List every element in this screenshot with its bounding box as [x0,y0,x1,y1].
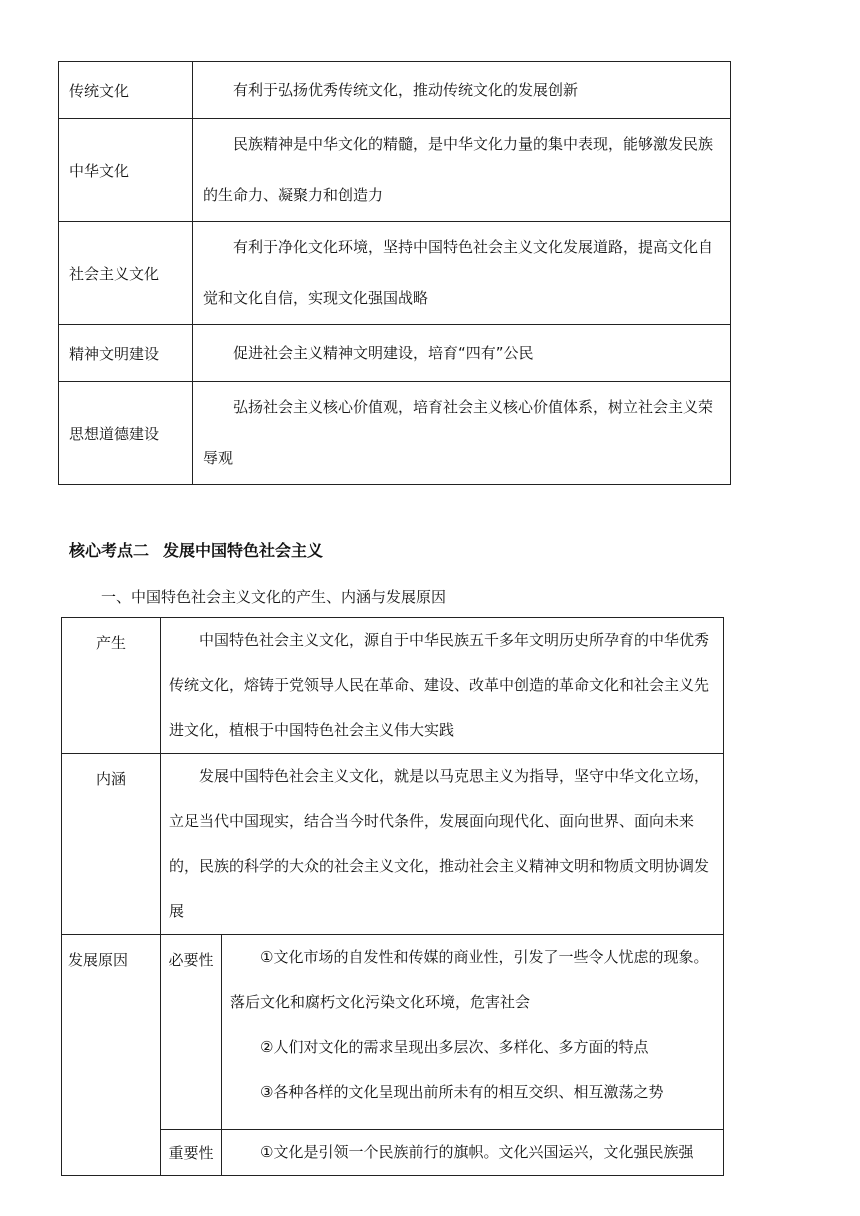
culture-significance-table [58,61,731,485]
table-row [59,222,731,325]
table-row [59,62,731,119]
table-row [62,754,724,935]
origin-key: 产生 [62,618,161,754]
table-row [59,119,731,222]
necessity-item: ③各种各样的文化呈现出前所未有的相互交织、相互激荡之势 [260,1083,664,1101]
row-key: 中华文化 [59,119,193,222]
meaning-key: 内涵 [62,754,161,935]
table-row [62,935,724,1130]
meaning-value: 发展中国特色社会主义文化，就是以马克思主义为指导，坚守中华文化立场，立足当代中国现实，结合当今时代条件，发展面向现代化、面向世界、面向未来的，民族的科学的大众的社会主义文化，推动社会主义精神文明和物质文明协调发展 [161,754,724,935]
row-value: 有利于净化文化环境，坚持中国特色社会主义文化发展道路，提高文化自觉和文化自信，实现文化强国战略 [193,222,731,325]
row-value: 弘扬社会主义核心价值观，培育社会主义核心价值体系，树立社会主义荣辱观 [193,382,731,485]
row-key: 思想道德建设 [59,382,193,485]
necessity-item: ①文化市场的自发性和传媒的商业性，引发了一些令人忧虑的现象。落后文化和腐朽文化污染文化环境，危害社会 [230,948,709,1011]
table-row [62,1130,724,1176]
table-row [62,618,724,754]
row-value: 促进社会主义精神文明建设，培育“四有”公民 [193,325,731,382]
importance-item: ①文化是引领一个民族前行的旗帜。文化兴国运兴，文化强民族强 [260,1143,694,1161]
subsection-heading: 一、中国特色社会主义文化的产生、内涵与发展原因 [101,588,447,606]
row-value: 有利于弘扬优秀传统文化，推动传统文化的发展创新 [193,62,731,119]
section-heading [69,538,323,561]
row-key: 传统文化 [59,62,193,119]
origin-value: 中国特色社会主义文化，源自于中华民族五千多年文明历史所孕育的中华优秀传统文化，熔铸于党领导人民在革命、建设、改革中创造的革命文化和社会主义先进文化，植根于中国特色社会主义伟大实践 [161,618,724,754]
row-key: 精神文明建设 [59,325,193,382]
necessity-value [222,935,724,1130]
section-title: 发展中国特色社会主义 [163,541,324,560]
row-key: 社会主义文化 [59,222,193,325]
reason-key: 发展原因 [62,935,161,1176]
table-row [59,382,731,485]
importance-key: 重要性 [161,1130,222,1176]
importance-value [222,1130,724,1176]
section-number: 核心考点二 [69,541,150,560]
socialist-culture-table [61,617,724,1176]
necessity-key: 必要性 [161,935,222,1130]
necessity-item: ②人们对文化的需求呈现出多层次、多样化、多方面的特点 [260,1038,649,1056]
row-value: 民族精神是中华文化的精髓，是中华文化力量的集中表现，能够激发民族的生命力、凝聚力和创造力 [193,119,731,222]
table-row [59,325,731,382]
